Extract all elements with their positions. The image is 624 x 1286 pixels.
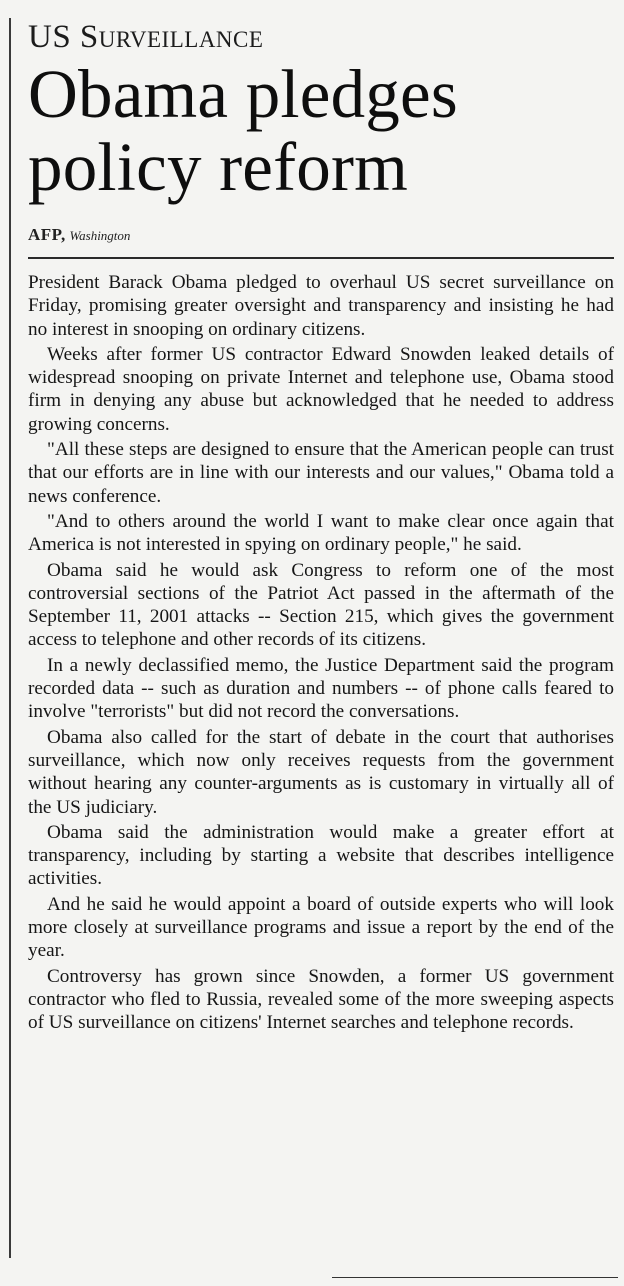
paragraph: Controversy has grown since Snowden, a former US government contractor who fled to Russia, revealed some of the more sweeping aspects of US surveillance on citizens' Internet searches and telephone records. [28,965,614,1034]
headline-divider [28,257,614,259]
paragraph: Obama said the administration would make a greater effort at transparency, including by starting a website that describes intelligence activities. [28,821,614,890]
section-kicker: US Surveillance [28,19,264,55]
paragraph: "And to others around the world I want to make clear once again that America is not interested in spying on ordinary people," he said. [28,510,614,556]
paragraph: "All these steps are designed to ensure that the American people can trust that our efforts are in line with our interests and our values," Obama told a news conference. [28,439,614,507]
paragraph: Weeks after former US contractor Edward Snowden leaked details of widespread snooping on private Internet and telephone use, Obama stood firm in denying any abuse but acknowledged that he needed to address growing concerns. [28,343,614,435]
article [28,18,614,1035]
headline: Obama pledges policy reform [28,56,458,205]
paragraph: Obama also called for the start of debate in the court that authorises surveillance, which now only receives requests from the government without hearing any counter-arguments as is customary in virtually all of the US judiciary. [28,726,614,818]
byline-agency: AFP, [28,225,66,244]
paragraph: In a newly declassified memo, the Justice Department said the program recorded data -- such as duration and numbers -- of phone calls feared to involve "terrorists" but did not record the conversations. [28,654,614,723]
column-rule [9,18,11,1258]
paragraph: President Barack Obama pledged to overhaul US secret surveillance on Friday, promising greater oversight and transparency and insisting he had no interest in snooping on ordinary citizens. [28,272,614,340]
paragraph: Obama said he would ask Congress to reform one of the most controversial sections of the Patriot Act passed in the aftermath of the September 11, 2001 attacks -- Section 215, which gives the government access to telephone and other records of its citizens. [28,559,614,651]
article-body [28,271,614,1035]
bottom-rule [332,1277,618,1278]
byline-dateline: Washington [69,228,131,243]
byline [28,226,614,245]
paragraph: And he said he would appoint a board of outside experts who will look more closely at surveillance programs and issue a report by the end of the year. [28,893,614,962]
